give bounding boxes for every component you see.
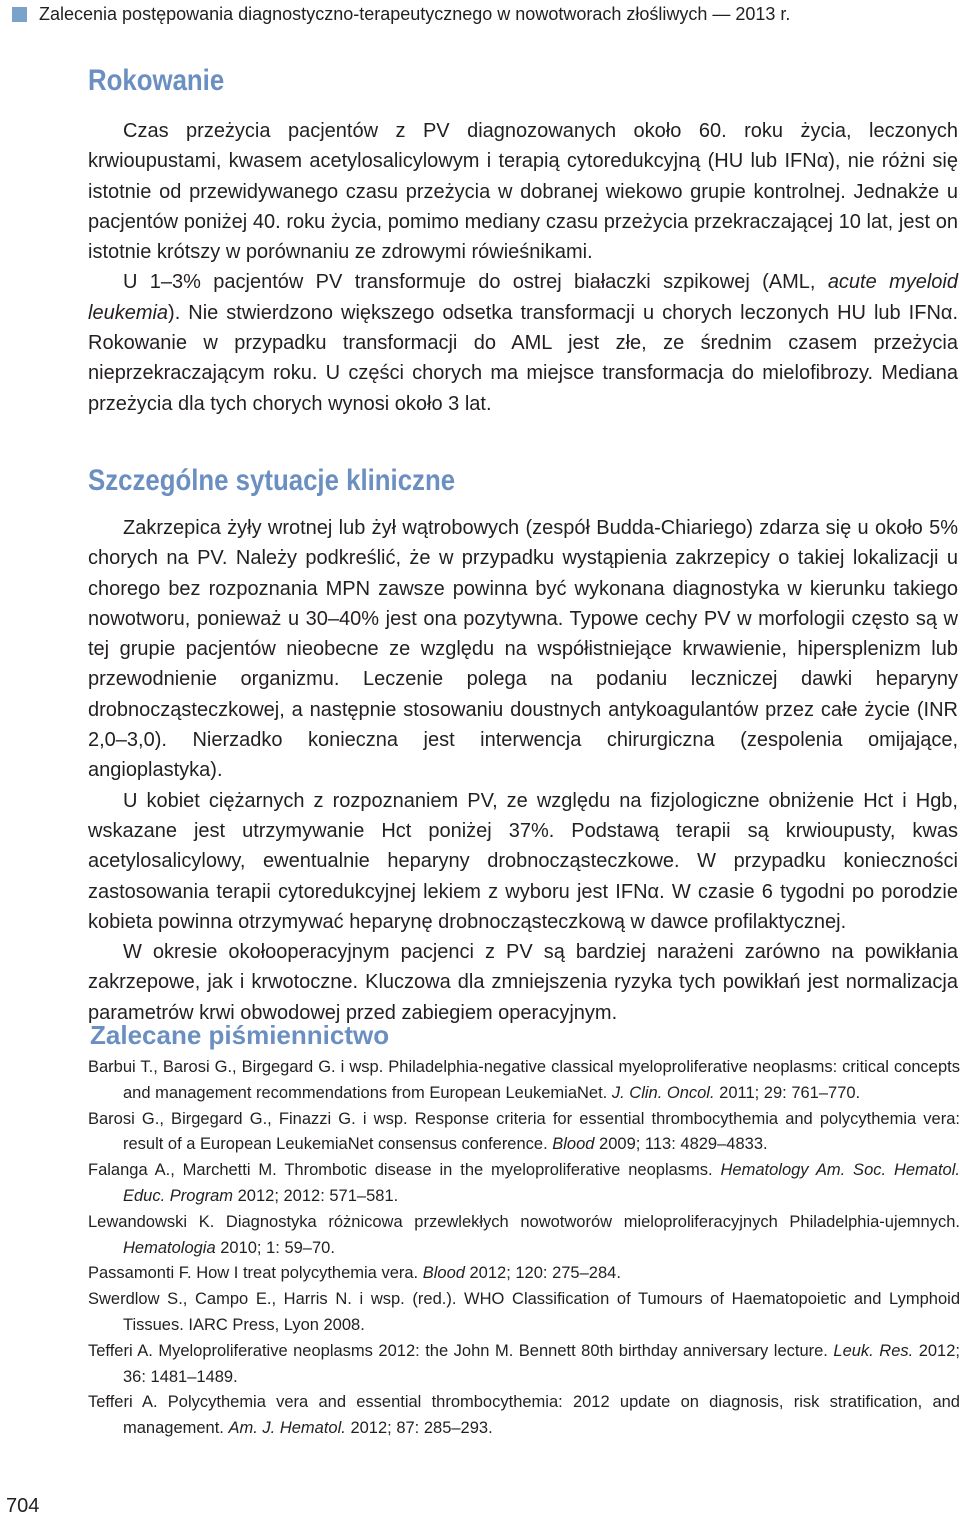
page-number: 704 [6, 1495, 40, 1517]
section-title-references: Zalecane piśmiennictwo [90, 1020, 390, 1050]
header-text: Zalecenia postępowania diagnostyczno-terapeutycznego w nowotworach złośliwych — 2013 r. [39, 4, 791, 24]
paragraph: W okresie okołooperacyjnym pacjenci z PV są bardziej narażeni zarówno na powikłania zakrzepowe, jak i krwotoczne. Kluczowa dla zmniejszenia ryzyka tych powikłań jest normalizacja parametrów krwi obwodowej przed zabiegiem operacyjnym. [88, 941, 958, 1024]
paragraph: U kobiet ciężarnych z rozpoznaniem PV, ze względu na fizjologiczne obniżenie Hct i Hgb, wskazane jest utrzymywanie Hct poniżej 37%. Podstawą terapii są krwioupusty, kwas acetylosalicylowy, ewentualnie heparyny drobnocząsteczkowe. W przypadku konieczności zastosowania terapii cytoredukcyjnej lekiem z wyboru jest IFNα. W czasie 6 tygodni po porodzie kobieta powinna otrzymywać heparynę drobnocząsteczkową w dawce profilaktycznej. [88, 789, 958, 933]
reference-item: Swerdlow S., Campo E., Harris N. i wsp. (red.). WHO Classification of Tumours of Haematopoietic and Lymphoid Tissues. IARC Press, Lyon 2008. [88, 1290, 960, 1334]
section-title-rokowanie: Rokowanie [88, 64, 225, 97]
paragraph: Zakrzepica żyły wrotnej lub żył wątrobowych (zespół Budda-Chiariego) zdarza się u około 5% chorych na PV. Należy podkreślić, że w przypadku wystąpienia zakrzepicy o takiej lokalizacji u chorego bez rozpoznania MPN zawsze powinna być wykonana diagnostyka w kierunku takiego nowotworu, ponieważ u 30–40% jest ona pozytywna. Typowe cechy PV w morfologii często są w tej grupie pacjentów nieobecne ze względu na współistniejące krwawienie, hipersplenizm lub przewodnienie organizmu. Leczenie polega na podaniu leczniczej dawki heparyny drobnocząsteczkowej, a następnie stosowaniu doustnych antykoagulantów przez całe życie (INR 2,0–3,0). Nierzadko konieczna jest interwencja chirurgiczna (zespolenia omijające, angioplastyka). [88, 517, 958, 782]
paragraph: Czas przeżycia pacjentów z PV diagnozowanych około 60. roku życia, leczonych krwioupustami, kwasem acetylosalicylowym i terapią cytoredukcyjną (HU lub IFNα), nie różni się istotnie od przewidywanego czasu przeżycia w dobranej wiekowo grupie kontrolnej. Jednakże u pacjentów poniżej 40. roku życia, pomimo mediany czasu przeżycia przekraczającej 10 lat, jest on istotnie krótszy w porównaniu ze zdrowymi rówieśnikami. [88, 120, 958, 264]
reference-item: Falanga A., Marchetti M. Thrombotic disease in the myeloproliferative neoplasms. Hematology Am. Soc. Hematol. Educ. Program 2012; 2012: 571–581. [88, 1161, 960, 1205]
section-title-special-situations: Szczególne sytuacje kliniczne [88, 464, 456, 497]
reference-item: Barosi G., Birgegard G., Finazzi G. i wsp. Response criteria for essential thrombocythemia and polycythemia vera: result of a European LeukemiaNet consensus conference. Blood 2009; 113: 4829–4833. [88, 1109, 960, 1154]
reference-item: Passamonti F. How I treat polycythemia vera. Blood 2012; 120: 275–284. [88, 1264, 621, 1283]
reference-list [88, 1055, 960, 1442]
running-header [12, 4, 790, 25]
reference-item: Tefferi A. Myeloproliferative neoplasms 2012: the John M. Bennett 80th birthday anniversary lecture. Leuk. Res. 2012; 36: 1481–1489. [88, 1341, 960, 1386]
paragraph: U 1–3% pacjentów PV transformuje do ostrej białaczki szpikowej (AML, acute myeloid leukemia). Nie stwierdzono większego odsetka transformacji u chorych leczonych HU lub IFNα. Rokowanie w przypadku transformacji do AML jest złe, ze średnim czasem przeżycia nieprzekraczającym roku. U części chorych ma miejsce transformacja do mielofibrozy. Mediana przeżycia dla tych chorych wynosi około 3 lat. [88, 271, 958, 415]
section-special-body [88, 513, 958, 1028]
section-rokowanie-body [88, 116, 958, 419]
header-square-icon [12, 7, 27, 22]
reference-item: Lewandowski K. Diagnostyka różnicowa przewlekłych nowotworów mieloproliferacyjnych Philadelphia-ujemnych. Hematologia 2010; 1: 59–70. [88, 1212, 960, 1257]
reference-item: Tefferi A. Polycythemia vera and essential thrombocythemia: 2012 update on diagnosis, risk stratification, and management. Am. J. Hematol. 2012; 87: 285–293. [88, 1393, 960, 1438]
reference-item: Barbui T., Barosi G., Birgegard G. i wsp. Philadelphia-negative classical myeloproliferative neoplasms: critical concepts and management recommendations from European LeukemiaNet. J. Clin. Oncol. 2011; 29: 761–770. [88, 1058, 960, 1102]
